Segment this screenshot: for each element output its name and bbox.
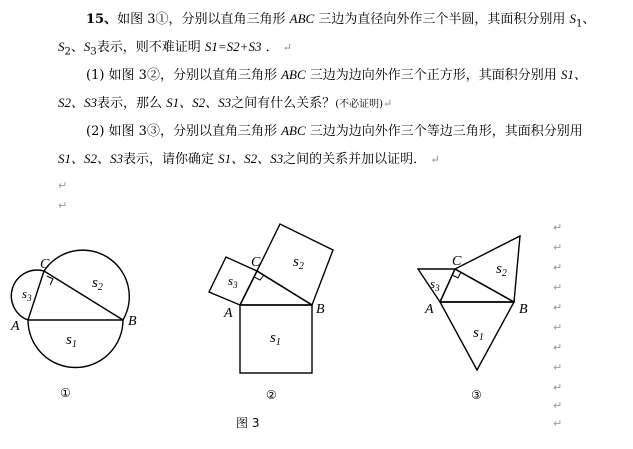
paragraph-mark: ↵ xyxy=(553,281,563,294)
figure-3-label: ③ xyxy=(471,388,482,402)
separator: 、 xyxy=(582,12,596,27)
part2-text-4: 之间的关系并加以证明． xyxy=(283,152,427,167)
vertex-label-c: C xyxy=(452,254,462,269)
area-label-s2: $s_2$ xyxy=(92,275,103,293)
area-label-s3: $s_3$ xyxy=(22,286,32,303)
s2-symbol: S xyxy=(58,39,65,54)
figure-1 xyxy=(11,250,129,367)
area-label-s1: $s_1$ xyxy=(66,332,77,350)
vertex-label-a: A xyxy=(11,319,20,334)
s3-subscript: 3 xyxy=(90,46,97,58)
part2-text-1: (2) 如图 3③，分别以直角三角形 xyxy=(86,124,282,139)
part2-text-2: 三边为边向外作三个等边三角形，其面积分别用 xyxy=(305,124,583,139)
vertex-label-c: C xyxy=(40,257,50,272)
triangle-name: ABC xyxy=(281,67,306,82)
paragraph-mark: ↵ xyxy=(553,381,563,394)
part2-s123: S1、S2、S3 xyxy=(58,151,124,166)
area-label-s1: $s_1$ xyxy=(473,325,484,343)
part1-s23: S2、S3 xyxy=(58,95,98,110)
paragraph-mark: ↵ xyxy=(58,199,68,212)
formula: S1=S2+S3 xyxy=(204,39,262,54)
s1-symbol: S xyxy=(569,11,576,26)
paragraph-mark: ↵ xyxy=(553,261,563,274)
intro-text-3: 表示，则不难证明 xyxy=(96,40,205,55)
paragraph-mark: ↵ xyxy=(282,41,292,54)
vertex-label-b: B xyxy=(128,314,137,329)
right-angle-mark xyxy=(254,275,264,280)
area-label-s3: $s_3$ xyxy=(430,276,440,293)
paragraph-mark: ↵ xyxy=(553,221,563,234)
paragraph-mark: ↵ xyxy=(430,153,440,166)
paragraph-mark: ↵ xyxy=(553,341,563,354)
side-cb xyxy=(44,271,123,320)
part1-s123: S1、S2、S3 xyxy=(166,95,232,110)
vertex-label-a: A xyxy=(425,302,434,317)
triangle-s2 xyxy=(455,236,520,302)
paragraph-mark: ↵ xyxy=(553,321,563,334)
part1-note: (不必证明) xyxy=(335,99,383,110)
figure-2 xyxy=(209,224,333,373)
paragraph-mark: ↵ xyxy=(553,241,563,254)
area-label-s1: $s_1$ xyxy=(270,330,281,348)
s2-subscript: 2 xyxy=(64,46,71,58)
figure-1-label: ① xyxy=(60,386,71,400)
separator: 、 xyxy=(70,40,84,55)
part1-text-1: (1) 如图 3②，分别以直角三角形 xyxy=(86,68,282,83)
intro-text-2: 三边为直径向外作三个半圆，其面积分别用 xyxy=(314,12,570,27)
semicircle-s2 xyxy=(44,250,129,320)
right-angle-mark xyxy=(47,276,53,285)
paragraph-mark: ↵ xyxy=(553,399,563,412)
s3-symbol: S xyxy=(83,39,91,54)
paragraph-mark: ↵ xyxy=(553,301,563,314)
s1-subscript: 1 xyxy=(575,18,583,30)
part1-text-2: 三边为边向外作三个正方形，其面积分别用 xyxy=(305,68,561,83)
figure-2-label: ② xyxy=(266,388,277,402)
part2-text-3: 表示，请你确定 xyxy=(123,152,219,167)
vertex-label-a: A xyxy=(224,306,233,321)
vertex-label-b: B xyxy=(316,302,325,317)
paragraph-mark: ↵ xyxy=(383,97,393,110)
part1-text-4: 之间有什么关系？ xyxy=(231,96,336,111)
vertex-label-c: C xyxy=(251,255,261,270)
figure-caption: 图 3 xyxy=(236,416,260,430)
area-label-s2: $s_2$ xyxy=(293,254,304,272)
vertex-label-b: B xyxy=(519,302,528,317)
triangle-name: ABC xyxy=(289,11,315,26)
area-label-s3: $s_3$ xyxy=(228,273,238,290)
intro-text-1: 如图 3①，分别以直角三角形 xyxy=(117,12,290,27)
part2-s123b: S1、S2、S3 xyxy=(218,151,284,166)
triangle-name: ABC xyxy=(281,123,306,138)
paragraph-mark: ↵ xyxy=(553,361,563,374)
paragraph-mark: ↵ xyxy=(58,179,68,192)
paragraph-mark: ↵ xyxy=(553,417,563,430)
intro-text-4: ． xyxy=(261,40,279,55)
area-label-s2: $s_2$ xyxy=(496,261,507,279)
problem-number: 15、 xyxy=(86,12,118,27)
part1-text-3: 表示，那么 xyxy=(97,96,167,111)
part1-s1: S1、 xyxy=(560,67,587,82)
